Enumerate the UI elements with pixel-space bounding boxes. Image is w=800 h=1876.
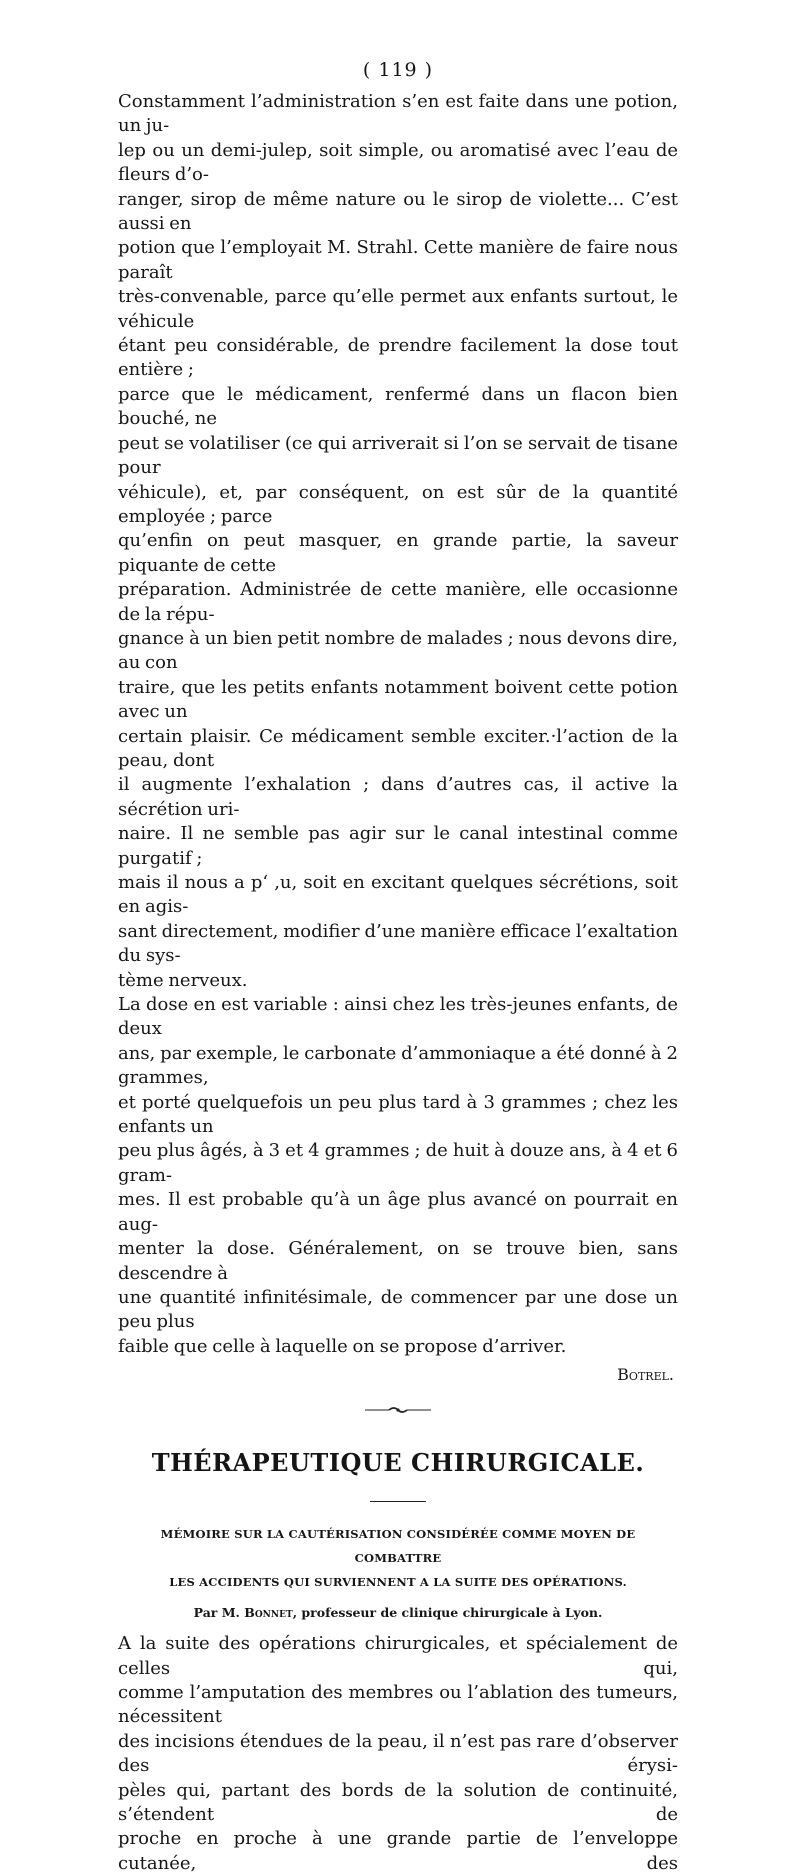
author-byline <box>118 1602 678 1624</box>
memoir-title <box>118 1522 678 1594</box>
byline-author: Bonnet <box>244 1605 293 1621</box>
paragraph-ammonia-administration: Constamment l’administration s’en est faite dans une potion, un ju- lep ou un demi-julep, soit simple, ou aromatisé avec l’eau de fleurs d’o- ranger, sirop de même nature ou le sirop de violette... C’est aussi en potion que l’employait M. Strahl. Cette manière de faire nous paraît très-convenable, parce qu’elle permet aux enfants surtout, le véhicule étant peu considérable, de prendre facilement la dose tout entière ; parce que le médicament, renfermé dans un flacon bien bouché, ne peut se volatiliser (ce qui arriverait si l’on se servait de tisane pour véhicule), et, par conséquent, on est sûr de la quantité employée ; parce qu’enfin on peut masquer, en grande partie, la saveur piquante de cette préparation. Administrée de cette manière, elle occasionne de la répu- gnance à un bien petit nombre de malades ; nous devons dire, au con traire, que les petits enfants notamment boivent cette potion avec un certain plaisir. Ce médicament semble exciter.·l’action de la peau, dont il augmente l’exhalation ; dans d’autres cas, il active la sécrétion uri- naire. Il ne semble pas agir sur le canal intestinal comme purgatif ; mais il nous a p‘ ,u, soit en excitant quelques sécrétions, soit en agis- sant directement, modifier d’une manière efficace l’exaltation du sys- tème nerveux. <box>118 91 678 991</box>
author-signature: Botrel. <box>617 1365 674 1385</box>
paragraph-surgical-erysipelas: A la suite des opérations chirurgicales, et spécialement de celles qui, comme l’amputation des membres ou l’ablation des tumeurs, nécessitent des incisions étendues de la peau, il n’est pas rare d’observer des érysi- pèles qui, partant des bords de la solution de continuité, s’étendent de proche en proche à une grande partie de l’enveloppe cutanée, des <box>118 1633 678 1874</box>
byline-suffix: , professeur de clinique chirurgicale à Lyon. <box>292 1605 603 1621</box>
ornament-icon <box>363 1405 433 1415</box>
memoir-title-line-2: LES ACCIDENTS QUI SURVIENNENT A LA SUITE DES OPÉRATIONS. <box>169 1575 627 1590</box>
memoir-title-line-1: MÉMOIRE SUR LA CAUTÉRISATION CONSIDÉRÉE COMME MOYEN DE COMBATTRE <box>160 1527 636 1566</box>
byline-prefix: Par M. <box>193 1605 240 1621</box>
section-title: THÉRAPEUTIQUE CHIRURGICALE. <box>151 1448 645 1478</box>
book-page <box>118 56 678 1876</box>
short-rule-divider <box>370 1501 426 1502</box>
page-number: ( 119 ) <box>362 59 434 81</box>
ornamental-divider <box>118 1405 678 1417</box>
paragraph-ammonia-dose: La dose en est variable : ainsi chez les très-jeunes enfants, de deux ans, par exemple, le carbonate d’ammoniaque a été donné à 2 grammes, et porté quelquefois un peu plus tard à 3 grammes ; chez les enfants un peu plus âgés, à 3 et 4 grammes ; de huit à douze ans, à 4 et 6 gram- mes. Il est probable qu’à un âge plus avancé on pourrait en aug- menter la dose. Généralement, on se trouve bien, sans descendre à une quantité infinitésimale, de commencer par une dose un peu plus faible que celle à laquelle on se propose d’arriver. <box>118 994 678 1357</box>
